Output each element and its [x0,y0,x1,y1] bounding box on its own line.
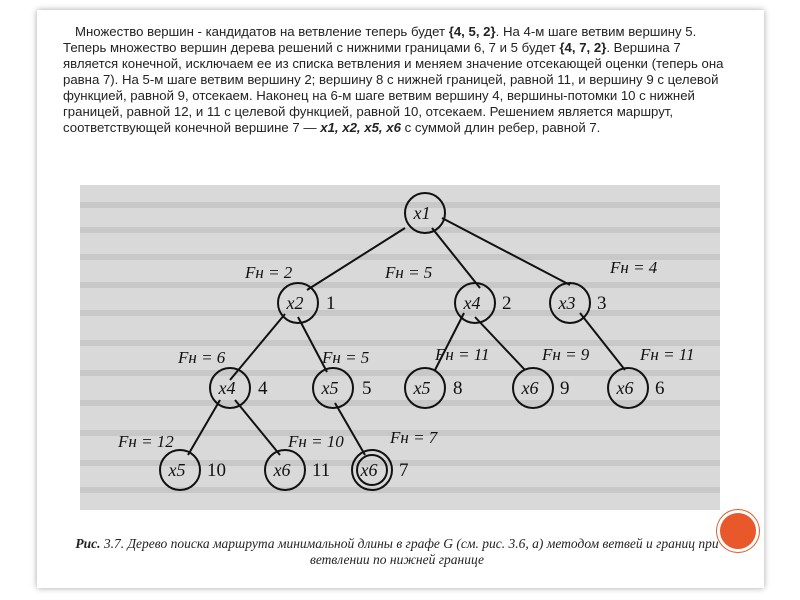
figure-caption [63,536,731,568]
node-x5-level2b: x5 [413,378,431,398]
node-number: 8 [453,378,463,399]
paragraph-part-4: с суммой длин ребер, равной 7. [404,120,601,135]
node-number: 2 [502,293,512,314]
tree-edges [188,218,625,455]
paragraph-part-2: . На 4-м шаге ветвим вершину 5. Теперь множество вершин дерева решений с нижними границами 6, 7 и 5 будет [63,24,697,55]
node-x4-level1: x4 [463,293,481,313]
bound-label: Fн = 11 [640,345,695,364]
node-x2: x2 [286,293,304,313]
bound-label: Fн = 4 [610,258,658,277]
node-number: 9 [560,378,570,399]
decorative-accent-circle [717,510,759,552]
node-x1: x1 [413,203,431,223]
node-x6-level3: x6 [273,460,291,480]
bound-label: Fн = 5 [322,348,370,367]
bound-label: Fн = 12 [118,432,174,451]
bound-label: Fн = 7 [390,428,438,447]
node-number: 6 [655,378,665,399]
node-number: 1 [326,293,336,314]
caption-text: 3.7. Дерево поиска маршрута минимальной длины в графе G (см. рис. 3.6, а) методом ветвей и границ при ветвлении по нижней границе [103,536,719,567]
node-x4-level2: x4 [218,378,236,398]
caption-label: Рис. [75,536,101,551]
node-x3: x3 [558,293,576,313]
node-number: 7 [399,460,409,481]
route-nodes: x1, x2, x5, x6 [320,120,401,135]
body-paragraph [63,24,731,136]
node-x5-level3: x5 [168,460,186,480]
bound-label: Fн = 6 [178,348,226,367]
candidate-set-1: {4, 5, 2} [448,24,496,39]
tree-diagram [80,185,720,510]
bound-label: Fн = 5 [385,263,433,282]
candidate-set-2: {4, 7, 2} [559,40,607,55]
node-x6-level2: x6 [521,378,539,398]
bound-label: Fн = 10 [288,432,344,451]
node-number: 5 [362,378,372,399]
node-number: 3 [597,293,607,314]
node-x5-level2: x5 [321,378,339,398]
bound-label: Fн = 11 [435,345,490,364]
node-number: 4 [258,378,268,399]
paragraph-part-1: Множество вершин - кандидатов на ветвление теперь будет [75,24,446,39]
search-tree-figure [80,185,720,510]
paragraph-part-3: . Вершина 7 является конечной, исключаем ее из списка ветвления и меняем значение отсекающей оценки (теперь она равна 7). На 5-м шаге ветвим вершину 2; вершину 8 с нижней границей, равной 11, и вершину 9 с целевой функцией, равной 9, отсекаем. Наконец на 6-м шаге ветвим вершину 4, вершины-потомки 10 с нижней границей, равной 12, и 11 с целевой функцией, равной 10, отсекаем. Решением является маршрут, соответствующей конечной вершине 7 — [63,40,724,135]
node-number: 11 [312,460,331,481]
node-x6-level2b: x6 [616,378,634,398]
bound-label: Fн = 2 [245,263,293,282]
node-x6-final: x6 [360,460,378,480]
node-number: 10 [207,460,226,481]
bound-label: Fн = 9 [542,345,590,364]
